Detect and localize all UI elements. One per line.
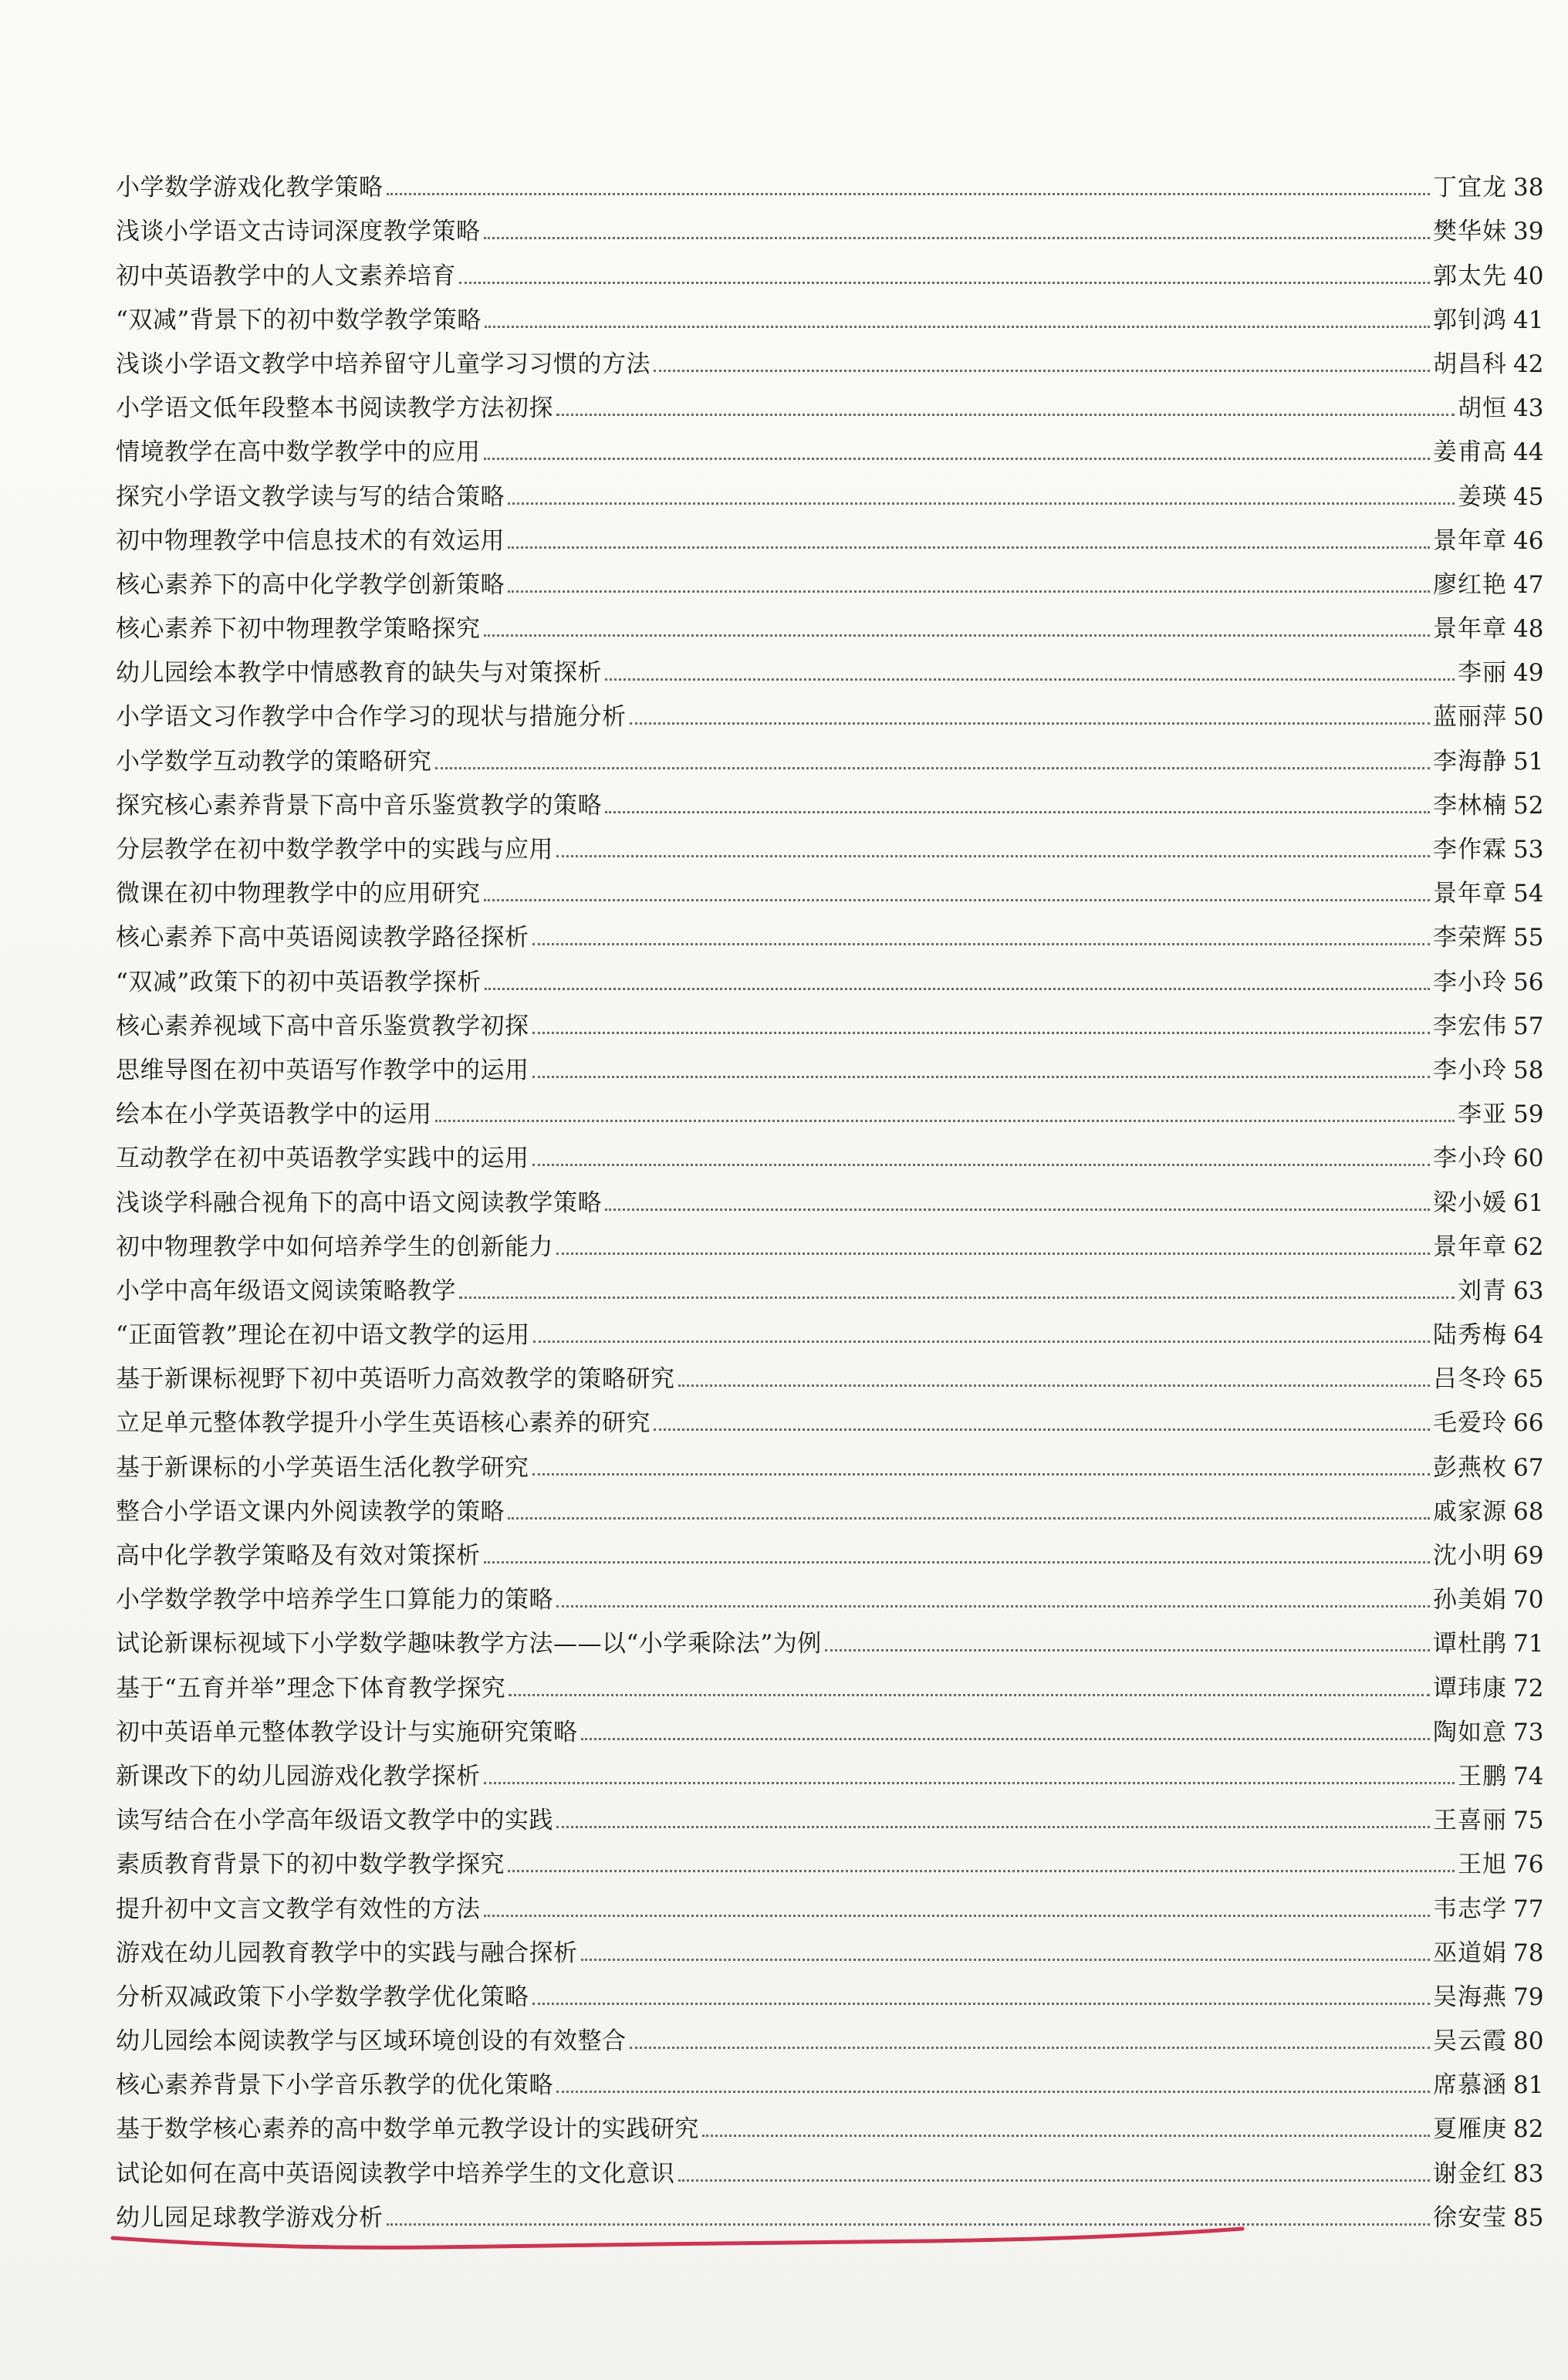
toc-entry-title: 初中物理教学中信息技术的有效运用	[116, 526, 505, 555]
toc-entry	[116, 1576, 1547, 1620]
toc-entry	[116, 1620, 1547, 1664]
toc-entry	[116, 1797, 1547, 1841]
toc-dot-leader	[533, 1340, 1430, 1343]
toc-entry-author: 郭太先	[1433, 262, 1507, 290]
toc-entry	[116, 428, 1547, 472]
toc-entry-author: 陆秀梅	[1433, 1321, 1507, 1350]
toc-entry-page-number: 83	[1513, 2159, 1544, 2188]
toc-entry-author: 沈小明	[1433, 1542, 1507, 1570]
toc-entry-author: 吕冬玲	[1433, 1365, 1507, 1394]
toc-entry-page-number: 75	[1513, 1807, 1544, 1835]
toc-entry-author: 李小玲	[1433, 968, 1507, 996]
toc-dot-leader	[459, 282, 1430, 284]
toc-dot-leader	[532, 2003, 1431, 2005]
toc-entry-page-number: 55	[1513, 924, 1544, 952]
toc-dot-leader	[532, 943, 1431, 945]
toc-entry	[116, 1709, 1547, 1753]
toc-entry-title: 初中物理教学中如何培养学生的创新能力	[116, 1232, 553, 1261]
toc-dot-leader	[556, 1826, 1430, 1828]
toc-entry	[116, 1134, 1547, 1178]
toc-entry-page-number: 49	[1513, 659, 1544, 688]
toc-entry-author: 吴云霞	[1433, 2027, 1507, 2056]
toc-dot-leader	[485, 326, 1430, 328]
toc-dot-leader	[581, 1959, 1431, 1961]
toc-entry-title: 试论新课标视域下小学数学趣味教学方法——以“小学乘除法”为例	[116, 1630, 822, 1658]
toc-entry-author: 王旭	[1458, 1851, 1507, 1879]
toc-entry-page-number: 81	[1513, 2071, 1544, 2100]
toc-entry-author: 李小玲	[1433, 1144, 1507, 1173]
toc-entry-page-number: 44	[1513, 438, 1544, 467]
toc-entry	[116, 252, 1547, 296]
toc-entry	[116, 782, 1547, 826]
toc-dot-leader	[484, 1561, 1431, 1564]
toc-entry-author: 李海静	[1433, 747, 1507, 776]
toc-dot-leader	[678, 2179, 1431, 2182]
toc-entry-page-number: 51	[1513, 747, 1544, 776]
toc-entry-author: 戚家源	[1433, 1497, 1507, 1526]
toc-entry	[116, 1399, 1547, 1443]
toc-entry-page-number: 58	[1513, 1056, 1544, 1084]
toc-entry-author: 王鹏	[1458, 1762, 1507, 1790]
toc-entry	[116, 605, 1547, 649]
toc-entry-page-number: 64	[1513, 1321, 1544, 1350]
toc-entry	[116, 164, 1547, 208]
toc-entry-title: 小学数学游戏化教学策略	[116, 174, 384, 202]
toc-dot-leader	[532, 1032, 1431, 1034]
toc-entry-page-number: 69	[1513, 1542, 1544, 1570]
toc-entry-page-number: 63	[1513, 1276, 1544, 1305]
toc-entry-page-number: 54	[1513, 880, 1544, 908]
toc-entry-page-number: 77	[1513, 1895, 1544, 1923]
toc-entry-page-number: 68	[1513, 1497, 1544, 1526]
toc-entry-title: “双减”背景下的初中数学教学策略	[116, 306, 482, 334]
toc-entry-author: 吴海燕	[1433, 1983, 1507, 2011]
toc-dot-leader	[484, 458, 1431, 460]
toc-dot-leader	[654, 1428, 1430, 1431]
toc-entry-title: 素质教育背景下的初中数学教学探究	[116, 1851, 505, 1879]
toc-entry-author: 徐安莹	[1433, 2203, 1507, 2232]
toc-entry-author: 谢金红	[1433, 2159, 1507, 2188]
toc-entry-author: 李小玲	[1433, 1056, 1507, 1084]
toc-entry-page-number: 60	[1513, 1144, 1544, 1173]
toc-dot-leader	[605, 811, 1430, 813]
toc-entry-author: 郭钊鸿	[1433, 306, 1507, 334]
toc-entry	[116, 1929, 1547, 1973]
toc-dot-leader	[485, 988, 1430, 990]
toc-dot-leader	[702, 2135, 1430, 2137]
toc-dot-leader	[556, 1605, 1430, 1608]
toc-entry-author: 景年章	[1433, 1232, 1507, 1261]
toc-entry-title: 小学语文习作教学中合作学习的现状与措施分析	[116, 703, 627, 732]
toc-entry-page-number: 43	[1513, 394, 1544, 423]
toc-entry-page-number: 74	[1513, 1762, 1544, 1790]
toc-entry-page-number: 78	[1513, 1939, 1544, 1967]
toc-entry-author: 夏雁庚	[1433, 2115, 1507, 2144]
toc-entry-title: 高中化学教学策略及有效对策探析	[116, 1542, 481, 1570]
toc-entry-page-number: 65	[1513, 1365, 1544, 1394]
toc-entry-title: 整合小学语文课内外阅读教学的策略	[116, 1497, 505, 1526]
toc-entry-author: 景年章	[1433, 615, 1507, 644]
toc-dot-leader	[508, 1870, 1455, 1872]
toc-dot-leader	[556, 1253, 1430, 1255]
toc-entry	[116, 1753, 1547, 1797]
toc-entry-author: 姜甫高	[1433, 438, 1507, 467]
toc-entry	[116, 1488, 1547, 1532]
toc-entry-title: 核心素养下高中英语阅读教学路径探析	[116, 924, 529, 952]
toc-dot-leader	[532, 1473, 1431, 1476]
toc-entry-title: 基于数学核心素养的高中数学单元教学设计的实践研究	[116, 2115, 699, 2144]
toc-entry-page-number: 71	[1513, 1630, 1544, 1658]
toc-entry-title: 核心素养视域下高中音乐鉴赏教学初探	[116, 1012, 529, 1040]
toc-entry-title: 浅谈小学语文教学中培养留守儿童学习习惯的方法	[116, 350, 651, 378]
toc-entry	[116, 296, 1547, 340]
toc-entry-author: 王喜丽	[1433, 1807, 1507, 1835]
toc-entry-page-number: 41	[1513, 306, 1544, 334]
toc-entry-title: “正面管教”理论在初中语文教学的运用	[116, 1321, 530, 1350]
toc-entry-page-number: 52	[1513, 791, 1544, 820]
toc-entry-title: 互动教学在初中英语教学实践中的运用	[116, 1144, 529, 1173]
toc-dot-leader	[435, 1120, 1455, 1122]
toc-entry	[116, 1841, 1547, 1885]
toc-entry	[116, 472, 1547, 516]
toc-entry-author: 李亚	[1458, 1100, 1507, 1129]
toc-entry	[116, 870, 1547, 914]
toc-entry	[116, 384, 1547, 428]
toc-entry-page-number: 39	[1513, 218, 1544, 246]
toc-entry-page-number: 72	[1513, 1674, 1544, 1702]
toc-dot-leader	[484, 634, 1431, 637]
toc-entry-title: 读写结合在小学高年级语文教学中的实践	[116, 1807, 553, 1835]
toc-entry-page-number: 45	[1513, 482, 1544, 511]
toc-entry-page-number: 73	[1513, 1718, 1544, 1746]
toc-entry-author: 李宏伟	[1433, 1012, 1507, 1040]
toc-entry-title: 试论如何在高中英语阅读教学中培养学生的文化意识	[116, 2159, 675, 2188]
toc-entry-page-number: 59	[1513, 1100, 1544, 1129]
toc-dot-leader	[630, 2047, 1431, 2049]
toc-entry	[116, 1223, 1547, 1267]
toc-dot-leader	[556, 855, 1430, 857]
toc-entry-title: 小学数学互动教学的策略研究	[116, 747, 432, 776]
toc-entry-page-number: 56	[1513, 968, 1544, 996]
toc-entry-title: 探究小学语文教学读与写的结合策略	[116, 482, 505, 511]
toc-entry-author: 胡恒	[1458, 394, 1507, 423]
toc-entry-author: 韦志学	[1433, 1895, 1507, 1923]
toc-entry-author: 李荣辉	[1433, 924, 1507, 952]
toc-entry	[116, 340, 1547, 384]
toc-entry-title: 分析双减政策下小学数学教学优化策略	[116, 1983, 529, 2011]
toc-entry-author: 巫道娟	[1433, 1939, 1507, 1967]
toc-dot-leader	[459, 1296, 1455, 1299]
toc-entry-title: 基于新课标视野下初中英语听力高效教学的策略研究	[116, 1365, 675, 1394]
toc-entry-page-number: 50	[1513, 703, 1544, 732]
toc-dot-leader	[508, 590, 1430, 593]
toc-entry-page-number: 40	[1513, 262, 1544, 290]
toc-dot-leader	[435, 767, 1431, 769]
toc-entry-page-number: 76	[1513, 1851, 1544, 1879]
toc-entry-title: 核心素养下的高中化学教学创新策略	[116, 570, 505, 599]
toc-dot-leader	[556, 2091, 1430, 2093]
toc-dot-leader	[484, 899, 1431, 901]
toc-dot-leader	[508, 546, 1430, 549]
toc-dot-leader	[581, 1738, 1431, 1740]
toc-entry-title: 立足单元整体教学提升小学生英语核心素养的研究	[116, 1409, 651, 1438]
toc-entry-title: 小学语文低年段整本书阅读教学方法初探	[116, 394, 553, 423]
toc-entry	[116, 1885, 1547, 1929]
toc-dot-leader	[678, 1384, 1431, 1387]
toc-entry-page-number: 47	[1513, 570, 1544, 599]
toc-entry-title: 思维导图在初中英语写作教学中的运用	[116, 1056, 529, 1084]
toc-entry-title: “双减”政策下的初中英语教学探析	[116, 968, 482, 996]
toc-entry-page-number: 70	[1513, 1586, 1544, 1614]
toc-entry-title: 初中英语单元整体教学设计与实施研究策略	[116, 1718, 578, 1746]
toc-entry-page-number: 67	[1513, 1453, 1544, 1482]
toc-entry-author: 姜瑛	[1458, 482, 1507, 511]
toc-entry-author: 胡昌科	[1433, 350, 1507, 378]
toc-dot-leader	[630, 722, 1431, 725]
toc-entry-title: 游戏在幼儿园教育教学中的实践与融合探析	[116, 1939, 578, 1967]
toc-dot-leader	[825, 1649, 1430, 1651]
toc-entry	[116, 826, 1547, 870]
toc-entry	[116, 517, 1547, 561]
toc-entry-author: 蓝丽萍	[1433, 703, 1507, 732]
toc-entry-page-number: 57	[1513, 1012, 1544, 1040]
toc-dot-leader	[509, 1694, 1430, 1696]
toc-entry	[116, 208, 1547, 252]
toc-entry-page-number: 42	[1513, 350, 1544, 378]
toc-entry-title: 幼儿园绘本教学中情感教育的缺失与对策探析	[116, 659, 602, 688]
toc-dot-leader	[654, 370, 1430, 372]
toc-entry-title: 微课在初中物理教学中的应用研究	[116, 880, 481, 908]
toc-dot-leader	[605, 1209, 1430, 1211]
toc-entry-page-number: 85	[1513, 2203, 1544, 2232]
toc-entry	[116, 1973, 1547, 2017]
toc-entry-page-number: 53	[1513, 836, 1544, 864]
toc-dot-leader	[532, 1076, 1431, 1078]
toc-entry	[116, 1311, 1547, 1355]
toc-entry-author: 李林楠	[1433, 791, 1507, 820]
toc-entry-author: 景年章	[1433, 526, 1507, 555]
toc-entry-author: 樊华妹	[1433, 218, 1507, 246]
toc-entry-title: 分层教学在初中数学教学中的实践与应用	[116, 836, 553, 864]
toc-entry	[116, 1355, 1547, 1399]
toc-entry	[116, 1443, 1547, 1487]
toc-dot-leader	[484, 237, 1431, 239]
toc-entry-page-number: 62	[1513, 1232, 1544, 1261]
toc-dot-leader	[387, 2223, 1431, 2226]
toc-dot-leader	[556, 414, 1455, 416]
toc-entry-author: 孙美娟	[1433, 1586, 1507, 1614]
toc-entry-page-number: 66	[1513, 1409, 1544, 1438]
toc-entry-title: 小学中高年级语文阅读策略教学	[116, 1276, 456, 1305]
toc-entry	[116, 1178, 1547, 1222]
toc-entry-author: 李丽	[1458, 659, 1507, 688]
toc-entry-author: 毛爱玲	[1433, 1409, 1507, 1438]
toc-entry-title: 浅谈学科融合视角下的高中语文阅读教学策略	[116, 1188, 602, 1217]
toc-entry-title: 基于“五育并举”理念下体育教学探究	[116, 1674, 506, 1702]
toc-entry-page-number: 48	[1513, 615, 1544, 644]
toc-entry	[116, 649, 1547, 693]
toc-entry-author: 谭杜鹃	[1433, 1630, 1507, 1658]
toc-entry-page-number: 80	[1513, 2027, 1544, 2056]
toc-entry-title: 绘本在小学英语教学中的运用	[116, 1100, 432, 1129]
toc-entry-title: 初中英语教学中的人文素养培育	[116, 262, 456, 290]
toc-entry-title: 提升初中文言文教学有效性的方法	[116, 1895, 481, 1923]
toc-entry	[116, 1002, 1547, 1046]
toc-entry	[116, 1090, 1547, 1134]
toc-entry-title: 幼儿园绘本阅读教学与区域环境创设的有效整合	[116, 2027, 627, 2056]
toc-entry-page-number: 46	[1513, 526, 1544, 555]
toc-entry-author: 李作霖	[1433, 836, 1507, 864]
toc-dot-leader	[532, 1164, 1431, 1166]
toc-entry-page-number: 82	[1513, 2115, 1544, 2144]
toc-entry	[116, 2017, 1547, 2061]
toc-entry-author: 彭燕枚	[1433, 1453, 1507, 1482]
toc-entry-author: 梁小媛	[1433, 1188, 1507, 1217]
toc-entry	[116, 958, 1547, 1002]
toc-dot-leader	[484, 1782, 1455, 1784]
toc-entry-title: 情境教学在高中数学教学中的应用	[116, 438, 481, 467]
toc-entry-author: 席慕涵	[1433, 2071, 1507, 2100]
toc-entry-author: 陶如意	[1433, 1718, 1507, 1746]
toc-entry	[116, 561, 1547, 605]
toc-entry	[116, 737, 1547, 781]
toc-entry	[116, 1664, 1547, 1708]
toc-entry	[116, 693, 1547, 737]
toc-entry-title: 核心素养背景下小学音乐教学的优化策略	[116, 2071, 553, 2100]
toc-entry-author: 谭玮康	[1433, 1674, 1507, 1702]
toc-dot-leader	[387, 193, 1431, 195]
toc-entry-title: 小学数学教学中培养学生口算能力的策略	[116, 1586, 553, 1614]
table-of-contents	[116, 164, 1547, 2238]
toc-entry	[116, 1267, 1547, 1311]
toc-entry-title: 幼儿园足球教学游戏分析	[116, 2203, 384, 2232]
toc-entry-page-number: 61	[1513, 1188, 1544, 1217]
toc-entry-title: 浅谈小学语文古诗词深度教学策略	[116, 218, 481, 246]
toc-entry-title: 探究核心素养背景下高中音乐鉴赏教学的策略	[116, 791, 602, 820]
toc-dot-leader	[484, 1915, 1431, 1917]
toc-dot-leader	[508, 502, 1455, 505]
toc-entry-author: 廖红艳	[1433, 570, 1507, 599]
toc-entry-author: 丁宜龙	[1433, 174, 1507, 202]
toc-entry	[116, 1046, 1547, 1090]
toc-entry	[116, 1532, 1547, 1576]
toc-entry	[116, 2105, 1547, 2149]
toc-entry	[116, 2061, 1547, 2105]
toc-dot-leader	[508, 1517, 1430, 1520]
toc-dot-leader	[605, 678, 1455, 681]
toc-entry	[116, 2149, 1547, 2193]
toc-entry	[116, 2194, 1547, 2238]
toc-entry-title: 基于新课标的小学英语生活化教学研究	[116, 1453, 529, 1482]
toc-entry-author: 刘青	[1458, 1276, 1507, 1305]
toc-entry-page-number: 79	[1513, 1983, 1544, 2011]
toc-entry-title: 核心素养下初中物理教学策略探究	[116, 615, 481, 644]
toc-entry	[116, 914, 1547, 958]
toc-entry-page-number: 38	[1513, 174, 1544, 202]
toc-entry-title: 新课改下的幼儿园游戏化教学探析	[116, 1762, 481, 1790]
toc-entry-author: 景年章	[1433, 880, 1507, 908]
